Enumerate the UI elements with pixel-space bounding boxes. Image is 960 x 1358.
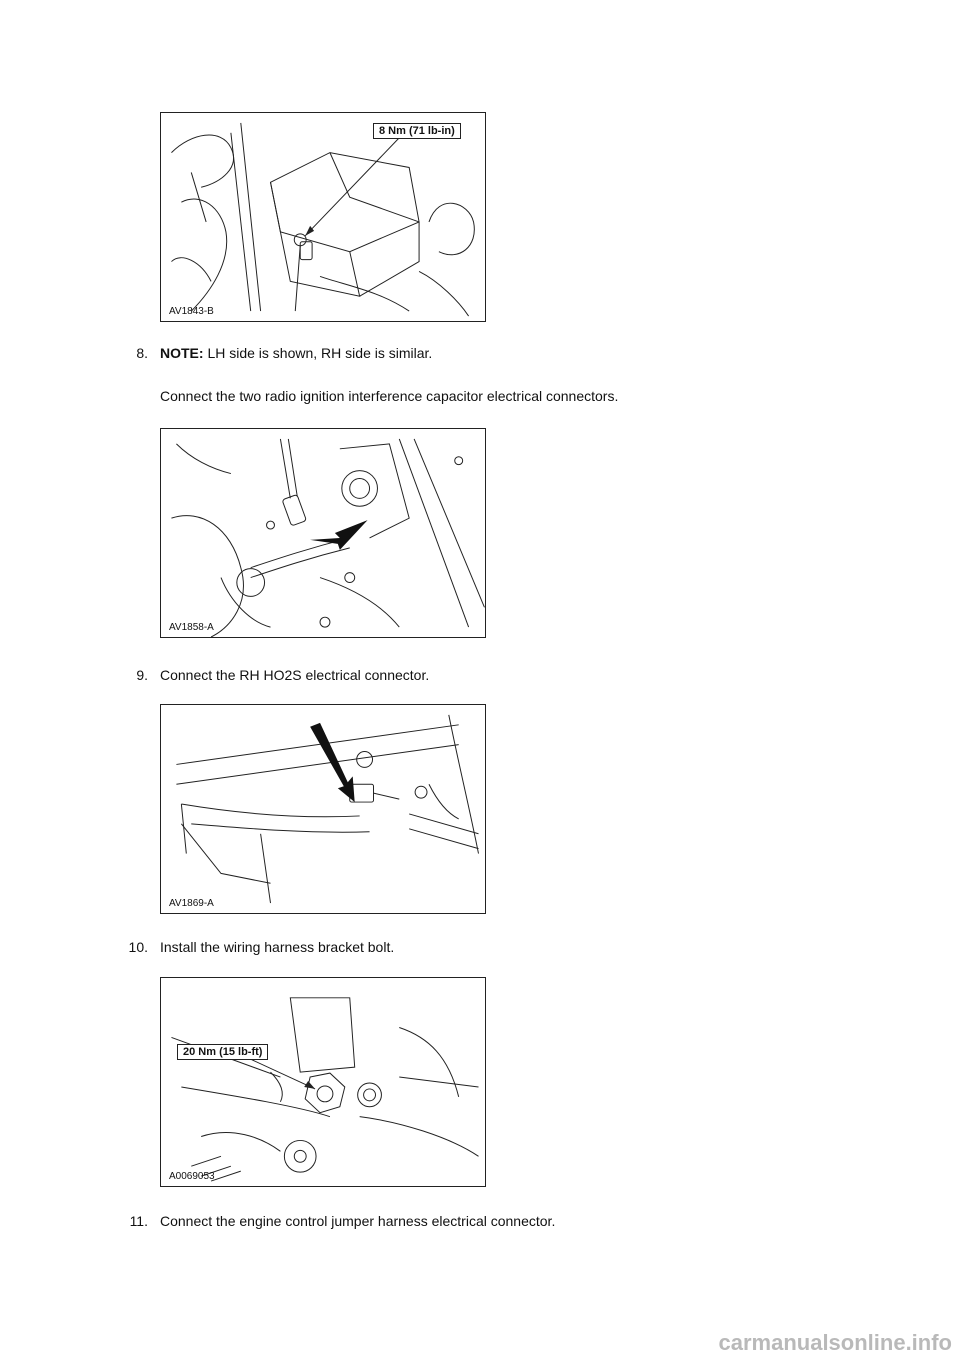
step-text: Connect the RH HO2S electrical connector.	[160, 667, 430, 683]
figure-id: A0069053	[169, 1171, 215, 1182]
engine-illustration	[161, 113, 485, 321]
torque-callout: 8 Nm (71 lb-in)	[373, 123, 461, 139]
note-label: NOTE:	[160, 345, 204, 361]
engine-illustration	[161, 978, 485, 1186]
engine-illustration	[161, 429, 485, 637]
figure-id: AV1869-A	[169, 898, 214, 909]
step-text: Connect the two radio ignition interference capacitor electrical connectors.	[160, 388, 619, 404]
step-text: Install the wiring harness bracket bolt.	[160, 939, 395, 955]
figure-id: AV1843-B	[169, 306, 214, 317]
step-number: 9.	[136, 667, 148, 683]
torque-callout: 20 Nm (15 lb-ft)	[177, 1044, 268, 1060]
figure-av1843-b	[160, 112, 486, 322]
step-number: 11.	[129, 1213, 148, 1229]
watermark: carmanualsonline.info	[718, 1330, 952, 1355]
figure-av1869-a	[160, 704, 486, 914]
figure-id: AV1858-A	[169, 622, 214, 633]
step-text: Connect the engine control jumper harness electrical connector.	[160, 1213, 556, 1229]
figure-a0069053	[160, 977, 486, 1187]
step-number: 10.	[128, 939, 148, 955]
figure-av1858-a	[160, 428, 486, 638]
engine-illustration	[161, 705, 485, 913]
step-number: 8.	[136, 345, 148, 361]
note-text: LH side is shown, RH side is similar.	[203, 345, 433, 361]
step-note	[160, 345, 432, 361]
